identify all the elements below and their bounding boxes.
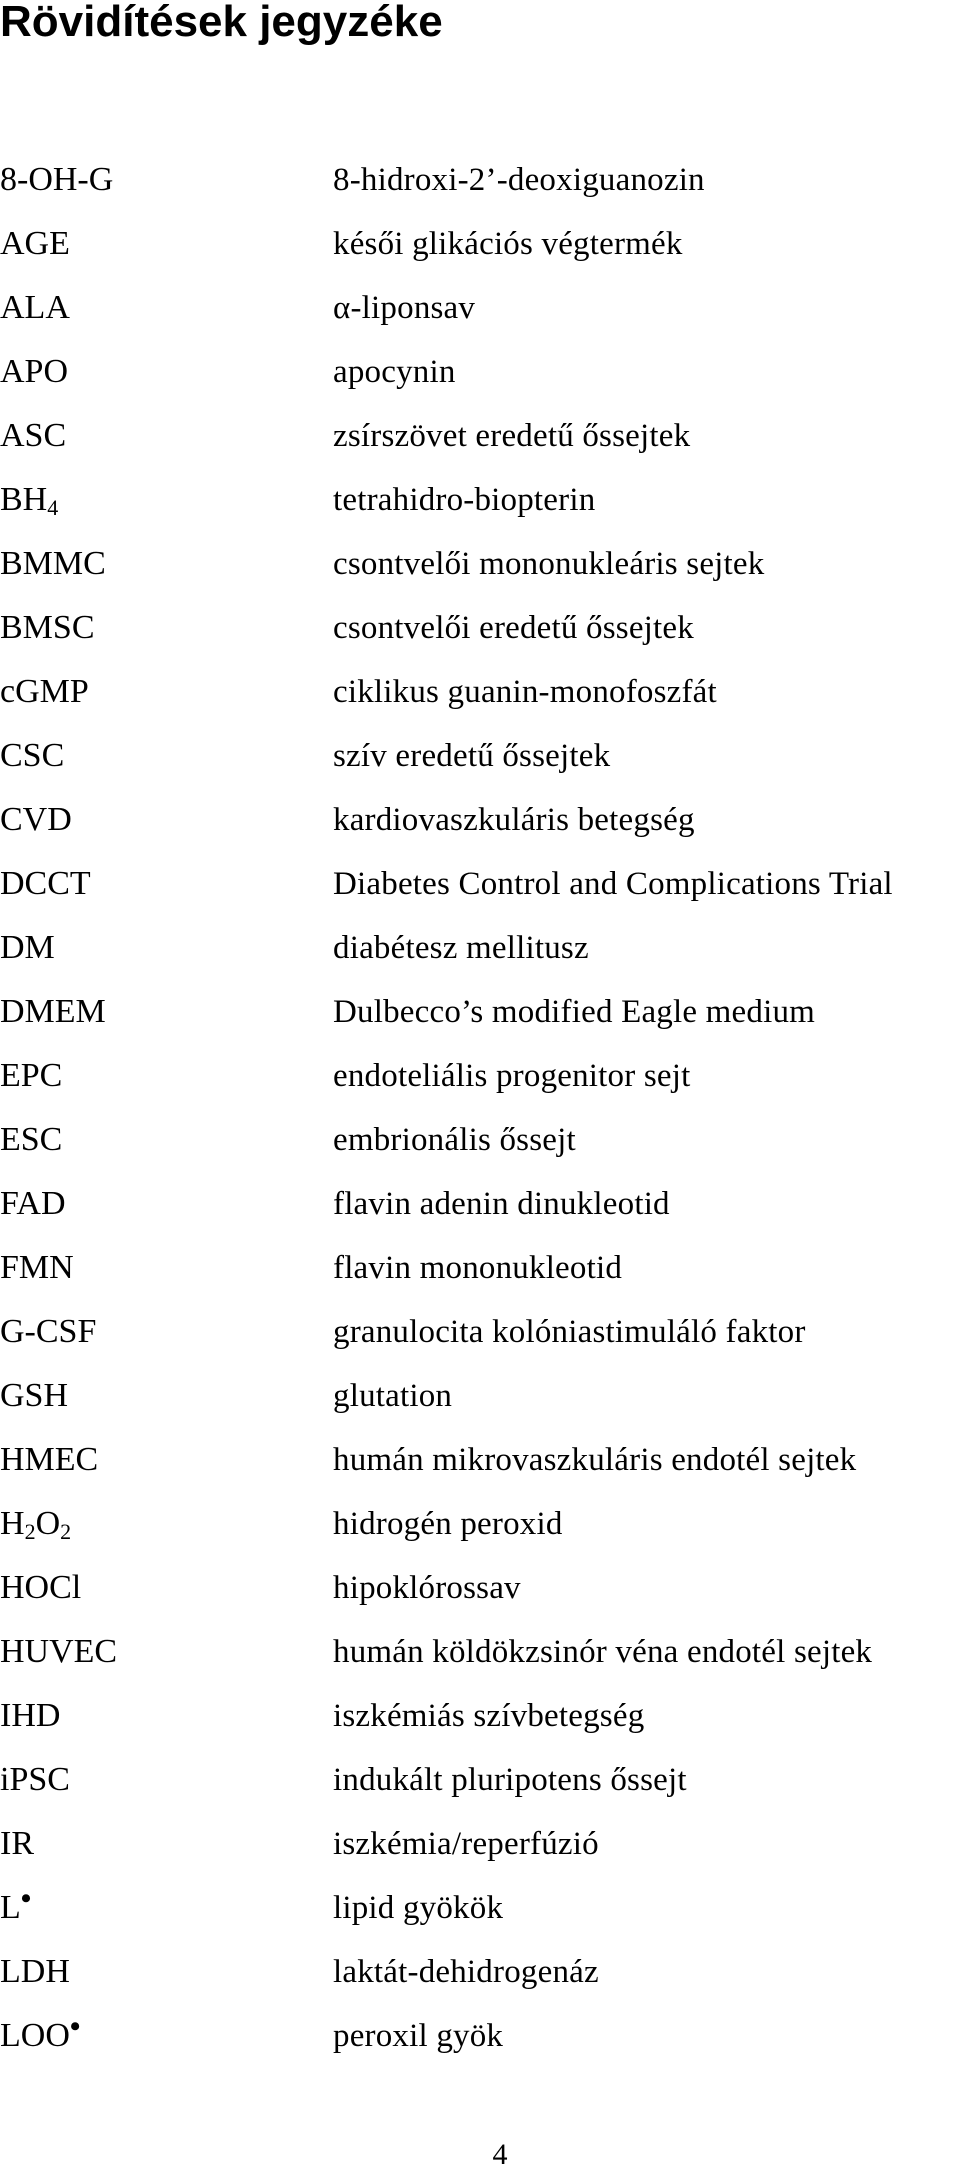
page-number: 4: [492, 2138, 508, 2171]
abbreviation-term: [0, 1505, 333, 1543]
abbreviation-term-part: LOO: [0, 2017, 70, 2054]
abbreviation-term: [0, 481, 333, 519]
abbreviation-term-part: BH: [0, 481, 48, 518]
abbreviation-definition: flavin mononukleotid: [333, 1249, 623, 1286]
abbreviation-row: [0, 1812, 960, 1876]
abbreviation-row: [0, 212, 960, 276]
abbreviation-definition: humán mikrovaszkuláris endotél sejtek: [333, 1441, 857, 1478]
abbreviation-definition: diabétesz mellitusz: [333, 929, 589, 966]
abbreviation-row: [0, 2004, 960, 2068]
abbreviation-row: [0, 1556, 960, 1620]
abbreviation-definition: késői glikációs végtermék: [333, 225, 683, 262]
abbreviation-definition: α-liponsav: [333, 289, 476, 326]
abbreviation-term: G-CSF: [0, 1313, 97, 1350]
abbreviation-row: [0, 852, 960, 916]
abbreviation-definition: apocynin: [333, 353, 456, 390]
abbreviation-term: [0, 2010, 333, 2055]
abbreviation-term: 8-OH-G: [0, 161, 114, 198]
abbreviation-term-part: H: [0, 1505, 25, 1542]
abbreviation-definition: Diabetes Control and Complications Trial: [333, 865, 893, 902]
abbreviation-row: [0, 916, 960, 980]
abbreviation-row: [0, 980, 960, 1044]
abbreviation-term: cGMP: [0, 673, 89, 710]
abbreviation-row: [0, 788, 960, 852]
abbreviation-row: [0, 468, 960, 532]
abbreviation-row: [0, 1236, 960, 1300]
abbreviation-row: [0, 1300, 960, 1364]
abbreviation-term: EPC: [0, 1057, 63, 1094]
abbreviation-row: [0, 724, 960, 788]
abbreviation-term: HMEC: [0, 1441, 99, 1478]
abbreviation-term: HUVEC: [0, 1633, 118, 1670]
abbreviation-row: [0, 1876, 960, 1940]
abbreviation-row: [0, 1108, 960, 1172]
abbreviation-term: AGE: [0, 225, 70, 262]
abbreviation-row: [0, 532, 960, 596]
abbreviation-definition: endoteliális progenitor sejt: [333, 1057, 691, 1094]
abbreviation-term: [0, 1882, 333, 1927]
abbreviation-definition: flavin adenin dinukleotid: [333, 1185, 670, 1222]
abbreviation-definition: indukált pluripotens őssejt: [333, 1761, 687, 1798]
abbreviation-term: BMSC: [0, 609, 95, 646]
abbreviation-row: [0, 1428, 960, 1492]
abbreviation-definition: iszkémia/reperfúzió: [333, 1825, 599, 1862]
abbreviation-term: LDH: [0, 1953, 70, 1990]
abbreviation-definition: csontvelői eredetű őssejtek: [333, 609, 694, 646]
abbreviation-definition: csontvelői mononukleáris sejtek: [333, 545, 765, 582]
abbreviation-row: [0, 1172, 960, 1236]
abbreviation-term: FAD: [0, 1185, 66, 1222]
abbreviation-definition: Dulbecco’s modified Eagle medium: [333, 993, 816, 1030]
abbreviation-term: ESC: [0, 1121, 63, 1158]
abbreviation-row: [0, 596, 960, 660]
abbreviation-definition: kardiovaszkuláris betegség: [333, 801, 695, 838]
abbreviation-term: DMEM: [0, 993, 106, 1030]
abbreviation-term: CVD: [0, 801, 72, 838]
abbreviation-definition: tetrahidro-biopterin: [333, 481, 596, 518]
abbreviation-term: ASC: [0, 417, 67, 454]
abbreviation-row: [0, 1748, 960, 1812]
abbreviation-term: GSH: [0, 1377, 69, 1414]
abbreviation-row: [0, 340, 960, 404]
abbreviation-term-part: O: [35, 1505, 61, 1542]
abbreviation-term-part: 2: [60, 1519, 72, 1544]
page-title: Rövidítések jegyzéke: [0, 0, 443, 46]
abbreviation-definition: peroxil gyök: [333, 2017, 504, 2054]
abbreviation-term: APO: [0, 353, 69, 390]
abbreviation-definition: hidrogén peroxid: [333, 1505, 563, 1542]
abbreviation-row: [0, 1492, 960, 1556]
abbreviation-term-part: 4: [47, 495, 59, 520]
abbreviation-definition: laktát-dehidrogenáz: [333, 1953, 599, 1990]
abbreviation-row: [0, 148, 960, 212]
abbreviation-definition: embrionális őssejt: [333, 1121, 576, 1158]
abbreviation-term: IR: [0, 1825, 34, 1862]
abbreviation-term: CSC: [0, 737, 65, 774]
abbreviation-definition: 8-hidroxi-2’-deoxiguanozin: [333, 161, 705, 198]
abbreviation-definition: ciklikus guanin-monofoszfát: [333, 673, 717, 710]
abbreviation-list: [0, 148, 960, 2068]
abbreviation-row: [0, 1364, 960, 1428]
abbreviation-row: [0, 276, 960, 340]
abbreviation-term: BMMC: [0, 545, 106, 582]
abbreviation-row: [0, 1684, 960, 1748]
abbreviation-row: [0, 1940, 960, 2004]
abbreviation-definition: iszkémiás szívbetegség: [333, 1697, 645, 1734]
abbreviation-term: HOCl: [0, 1569, 82, 1606]
abbreviation-term-part: •: [20, 1882, 32, 1915]
abbreviation-definition: hipoklórossav: [333, 1569, 521, 1606]
abbreviation-definition: humán köldökzsinór véna endotél sejtek: [333, 1633, 873, 1670]
abbreviation-term: IHD: [0, 1697, 61, 1734]
abbreviation-term: DM: [0, 929, 55, 966]
abbreviation-term: DCCT: [0, 865, 91, 902]
abbreviation-term-part: 2: [24, 1519, 36, 1544]
abbreviation-term-part: L: [0, 1889, 21, 1926]
abbreviation-definition: szív eredetű őssejtek: [333, 737, 611, 774]
abbreviation-definition: zsírszövet eredetű őssejtek: [333, 417, 691, 454]
abbreviation-definition: glutation: [333, 1377, 453, 1414]
abbreviation-row: [0, 660, 960, 724]
abbreviation-row: [0, 1044, 960, 1108]
abbreviation-term: FMN: [0, 1249, 74, 1286]
abbreviation-definition: granulocita kolóniastimuláló faktor: [333, 1313, 806, 1350]
abbreviation-row: [0, 1620, 960, 1684]
abbreviation-term: iPSC: [0, 1761, 70, 1798]
abbreviation-row: [0, 404, 960, 468]
abbreviation-term: ALA: [0, 289, 70, 326]
abbreviation-definition: lipid gyökök: [333, 1889, 504, 1926]
abbreviation-term-part: •: [69, 2010, 81, 2043]
